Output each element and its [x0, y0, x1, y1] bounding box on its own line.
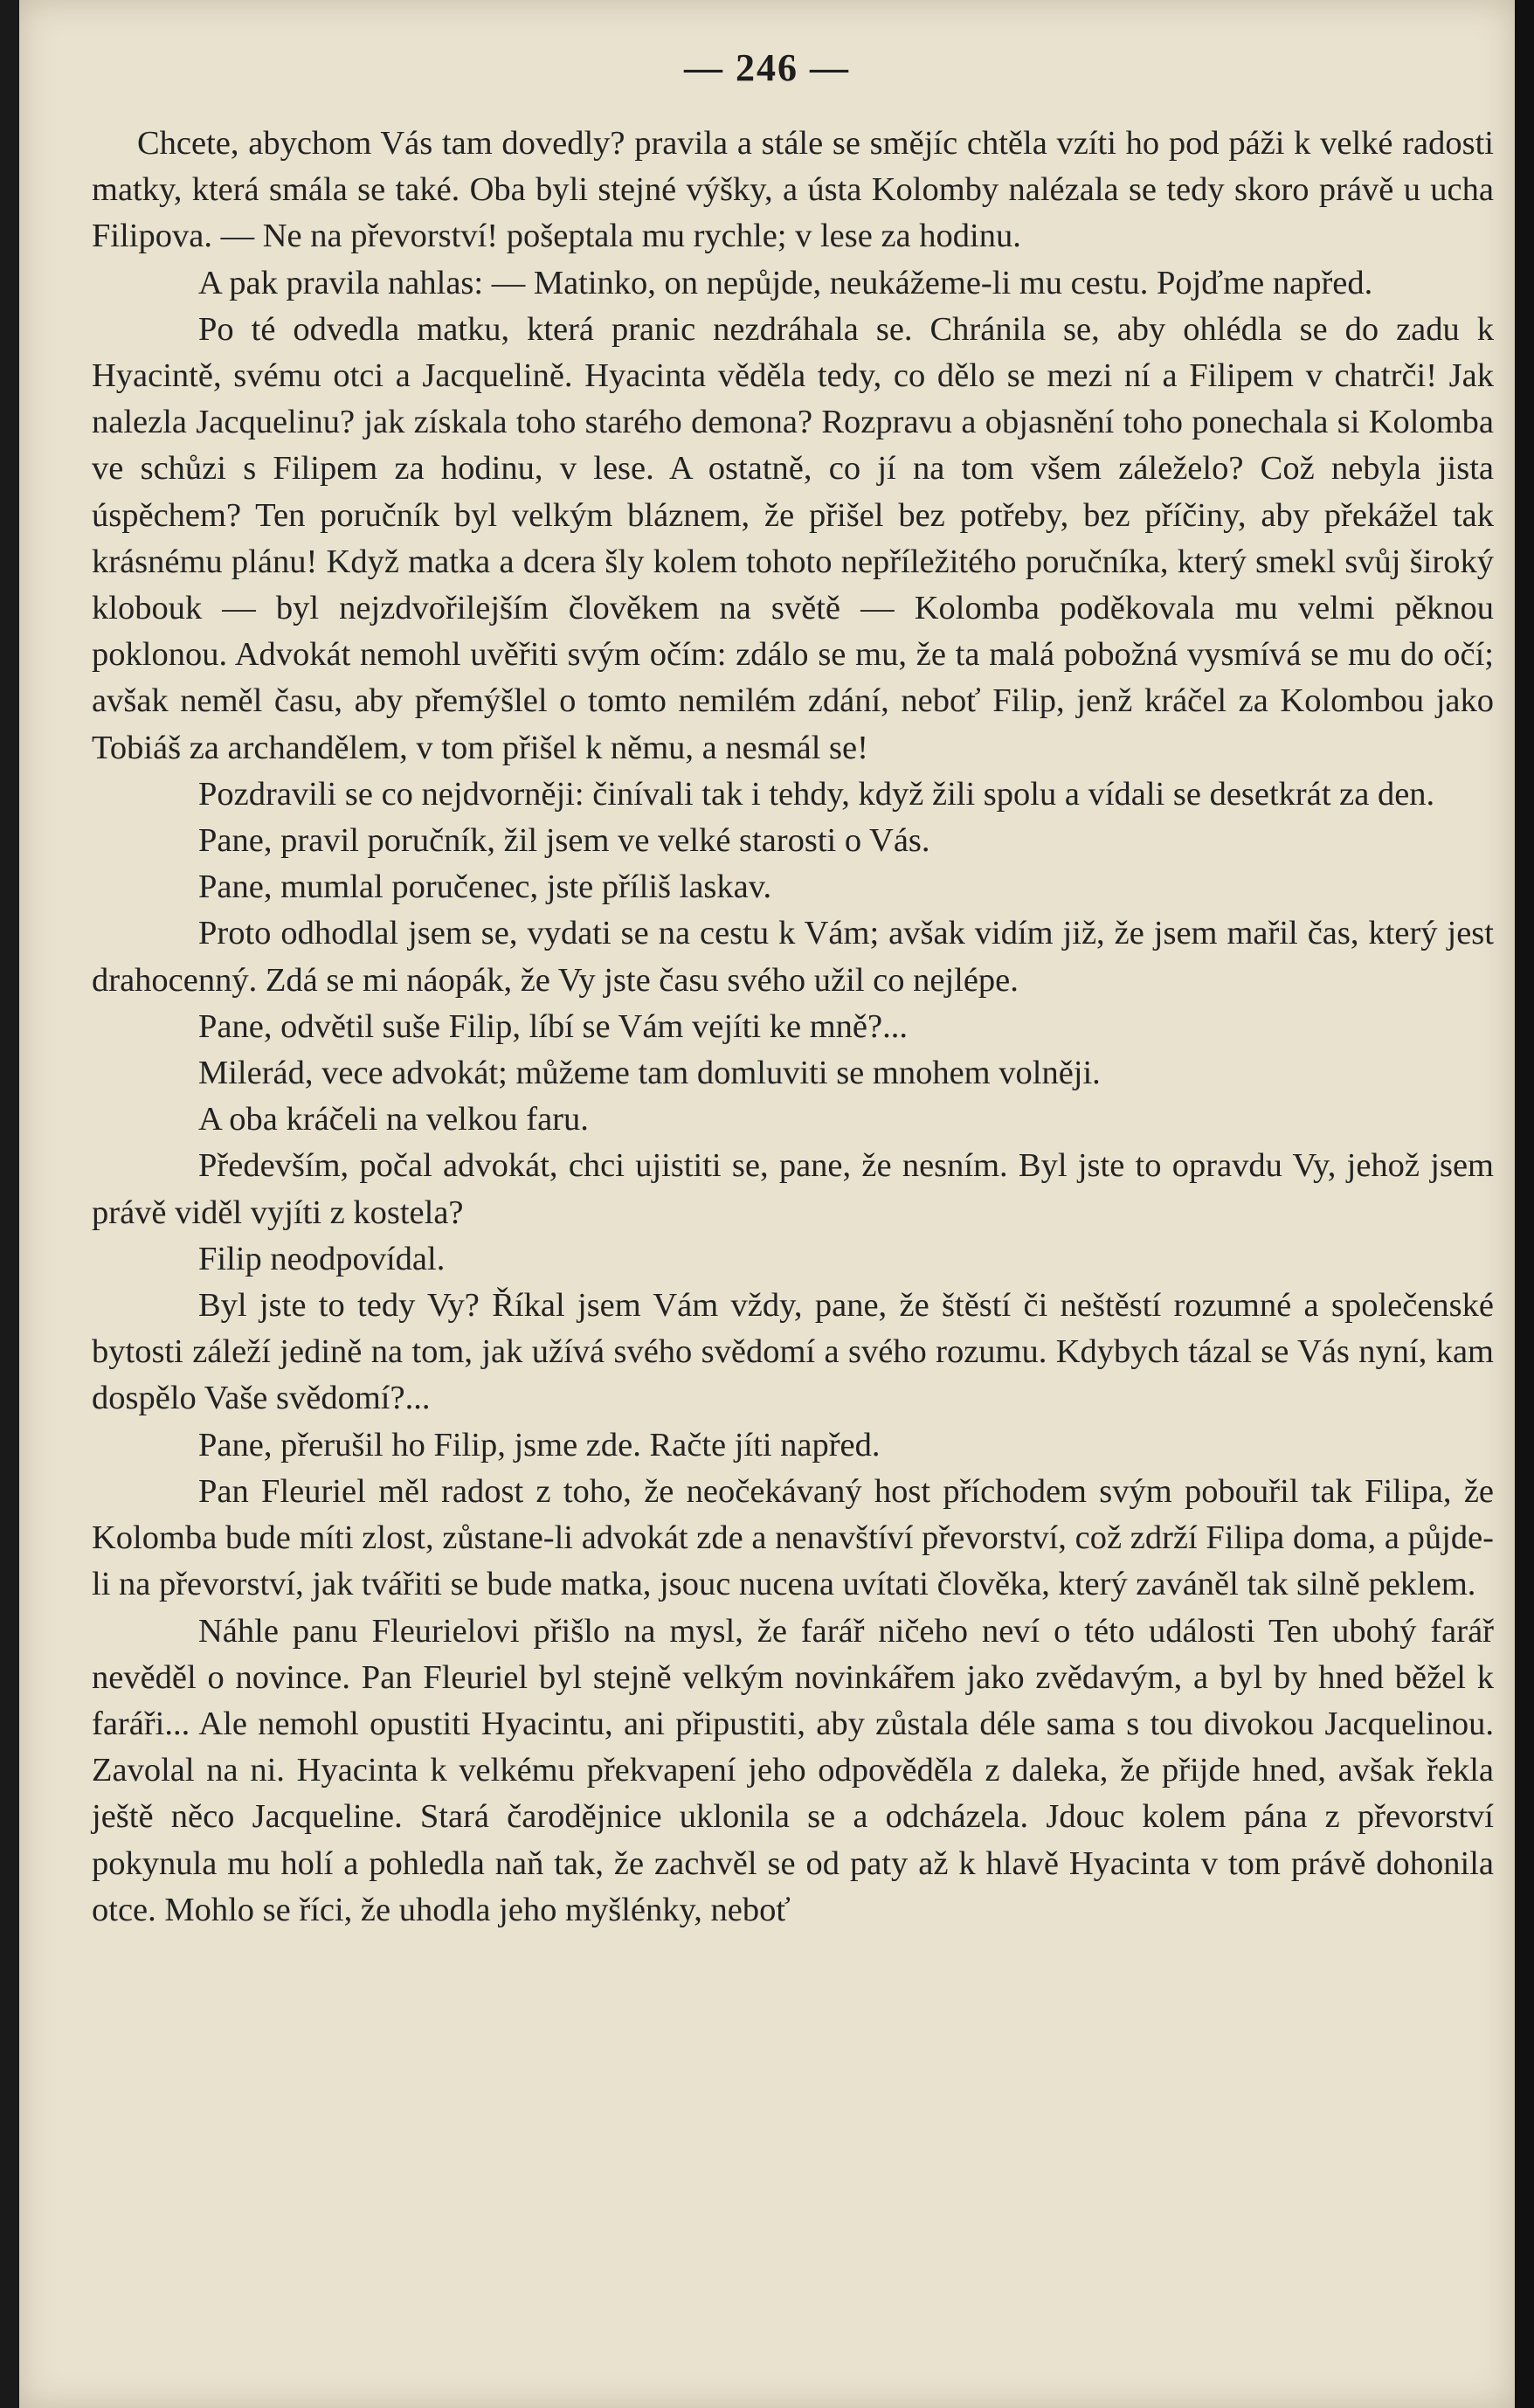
paragraph: A oba kráčeli na velkou faru.	[198, 1101, 589, 1138]
paragraph: Milerád, vece advokát; můžeme tam domluviti se mnohem volněji.	[198, 1055, 1101, 1092]
book-page	[19, 0, 1515, 2408]
paragraph: Pane, pravil poručník, žil jsem ve velké starosti o Vás.	[198, 822, 930, 860]
paragraph: Pane, odvětil suše Filip, líbí se Vám vejíti ke mně?...	[198, 1007, 908, 1045]
paragraph: Pane, přerušil ho Filip, jsme zde. Račte jíti napřed.	[198, 1426, 881, 1463]
page-text	[92, 121, 1494, 1934]
paragraph: Náhle panu Fleurielovi přišlo na mysl, že farář ničeho neví o této události Ten ubohý farář nevěděl o novince. Pan Fleuriel byl stejně velkým novinkářem jako zvědavým, a byl by hned běžel k faráři... Ale nemohl opustiti Hyacintu, ani připustiti, aby zůstala déle sama s tou divokou Jacquelinou. Zavolal na ni. Hyacinta k velkému překvapení jeho odpověděla z daleka, že přijde hned, avšak řekla ještě něco Jacqueline. Stará čarodějnice uklonila se a odcházela. Jdouc kolem pána z převorství pokynula mu holí a pohledla naň tak, že zachvěl se od paty až k hlavě Hyacinta v tom právě dohonila otce. Mohlo se říci, že uhodla jeho myšlénky, neboť	[92, 1612, 1494, 1928]
paragraph: A pak pravila nahlas: — Matinko, on nepůjde, neukážeme-li mu cestu. Pojďme napřed.	[198, 264, 1373, 301]
scan-edge	[1515, 0, 1534, 2408]
paragraph: Po té odvedla matku, která pranic nezdráhala se. Chránila se, aby ohlédla se do zadu k Hyacintě, svému otci a Jacquelině. Hyacinta věděla tedy, co dělo se mezi ní a Filipem v chatrči! Jak nalezla Jacquelinu? jak získala toho starého demona? Rozpravu a objasnění toho ponechala si Kolomba ve schůzi s Filipem za hodinu, v lese. A ostatně, co jí na tom všem záleželo? Což nebyla jista úspěchem? Ten poručník byl velkým bláznem, že přišel bez potřeby, bez příčiny, aby překážel tak krásnému plánu! Když matka a dcera šly kolem tohoto nepříležitého poručníka, který smekl svůj široký klobouk — byl nejzdvořilejším člověkem na světě — Kolomba poděkovala mu velmi pěknou poklonou. Advokát nemohl uvěřiti svým očím: zdálo se mu, že ta malá pobožná vysmívá se mu do očí; avšak neměl času, aby přemýšlel o tomto nemilém zdání, neboť Filip, jenž kráčel za Kolombou jako Tobiáš za archandělem, v tom přišel k němu, a nesmál se!	[92, 310, 1494, 766]
paragraph: Byl jste to tedy Vy? Říkal jsem Vám vždy, pane, že štěstí či neštěstí rozumné a společenské bytosti záleží jedině na tom, jak užívá svého svědomí a svého rozumu. Kdybych tázal se Vás nyní, kam dospělo Vaše svědomí?...	[92, 1287, 1494, 1417]
paragraph: Pane, mumlal poručenec, jste příliš laskav.	[198, 868, 772, 906]
paragraph: Pozdravili se co nejdvorněji: činívali tak i tehdy, když žili spolu a vídali se desetkrát za den.	[198, 775, 1435, 813]
paragraph: Proto odhodlal jsem se, vydati se na cestu k Vám; avšak vidím již, že jsem mařil čas, který jest drahocenný. Zdá se mi náopák, že Vy jste času svého užil co nejlépe.	[92, 915, 1494, 999]
paragraph: Především, počal advokát, chci ujistiti se, pane, že nesním. Byl jste to opravdu Vy, jehož jsem právě viděl vyjíti z kostela?	[92, 1147, 1494, 1231]
paragraph: Chcete, abychom Vás tam dovedly? pravila a stále se smějíc chtěla vzíti ho pod páži k velké radosti matky, která smála se také. Oba byli stejné výšky, a ústa Kolomby nalézala se tedy skoro právě u ucha Filipova. — Ne na převorství! pošeptala mu rychle; v lese za hodinu.	[92, 125, 1494, 255]
paragraph: Filip neodpovídal.	[198, 1240, 446, 1277]
paragraph: Pan Fleuriel měl radost z toho, že neočekávaný host příchodem svým pobouřil tak Filipa, že Kolomba bude míti zlost, zůstane-li advokát zde a nenavštíví převorství, což zdrží Filipa doma, a půjde-li na převorství, jak tvářiti se bude matka, jsouc nucena uvítati člověka, který zaváněl tak silně peklem.	[92, 1472, 1494, 1603]
page-number: — 246 —	[684, 46, 850, 89]
